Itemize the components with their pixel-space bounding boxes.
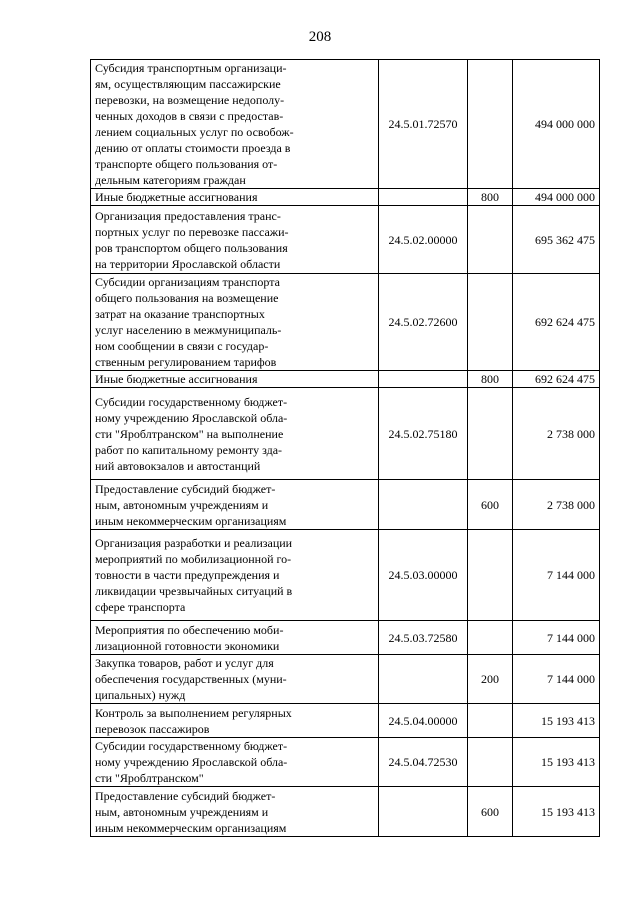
row-name-line: общего пользования на возмещение — [95, 291, 279, 305]
table-row — [91, 189, 600, 206]
row-name-line: Закупка товаров, работ и услуг для — [95, 656, 274, 670]
row-name-line: ным, автономным учреждениям и — [95, 497, 269, 512]
row-name-cell — [91, 60, 379, 189]
table-row — [91, 480, 600, 530]
row-code-cell: 24.5.03.72580 — [379, 621, 468, 655]
row-code-cell: 24.5.02.75180 — [379, 388, 468, 480]
row-type-cell: 800 — [468, 189, 513, 206]
row-type-cell: 600 — [468, 787, 513, 837]
table-row — [91, 274, 600, 371]
table-row — [91, 704, 600, 738]
row-name-cell — [91, 480, 379, 530]
row-name-line: Мероприятия по обеспечению моби- — [95, 622, 284, 637]
row-name-line: ров транспортом общего пользования — [95, 240, 288, 255]
row-amount-cell: 695 362 475 — [513, 206, 600, 274]
row-name-line: Контроль за выполнением регулярных — [95, 705, 292, 720]
row-name-cell — [91, 206, 379, 274]
table-row — [91, 388, 600, 480]
row-name-line: перевозок пассажиров — [95, 721, 210, 736]
row-amount-cell: 2 738 000 — [513, 388, 600, 480]
row-name-line: лением социальных услуг по освобож- — [95, 125, 294, 139]
row-name-cell — [91, 787, 379, 837]
row-name-cell — [91, 655, 379, 704]
row-amount-cell: 7 144 000 — [513, 530, 600, 621]
row-type-cell — [468, 704, 513, 738]
row-name-line: работ по капитальному ремонту зда- — [95, 442, 283, 457]
row-name-line: ям, осуществляющим пассажирские — [95, 77, 281, 91]
row-amount-cell: 494 000 000 — [513, 60, 600, 189]
row-name-line: иным некоммерческим организациям — [95, 513, 287, 528]
page-number: 208 — [308, 29, 332, 45]
row-type-cell — [468, 274, 513, 371]
row-amount-cell: 15 193 413 — [513, 704, 600, 738]
row-name-line: ципальных) нужд — [95, 688, 186, 702]
row-type-cell — [468, 206, 513, 274]
row-amount-cell: 2 738 000 — [513, 480, 600, 530]
row-name-line: лизационной готовности экономики — [95, 638, 280, 653]
row-code-cell: 24.5.02.00000 — [379, 206, 468, 274]
table-row — [91, 530, 600, 621]
row-name-cell — [91, 530, 379, 621]
table-row — [91, 738, 600, 787]
row-code-cell: 24.5.04.72530 — [379, 738, 468, 787]
row-name-line: ченных доходов в связи с предостав- — [95, 109, 284, 123]
row-name-line: Субсидии государственному бюджет- — [95, 739, 288, 753]
row-amount-cell: 7 144 000 — [513, 655, 600, 704]
row-amount-cell: 7 144 000 — [513, 621, 600, 655]
table-row — [91, 787, 600, 837]
row-type-cell — [468, 60, 513, 189]
table-row — [91, 60, 600, 189]
budget-table — [90, 59, 600, 837]
row-name-line: Предоставление субсидий бюджет- — [95, 481, 276, 496]
row-code-cell — [379, 787, 468, 837]
row-name-line: иным некоммерческим организациям — [95, 820, 287, 835]
row-name-line: перевозки, на возмещение недополу- — [95, 93, 285, 107]
row-name-cell — [91, 388, 379, 480]
row-name-line: сти "Яроблтранском" на выполнение — [95, 426, 284, 441]
row-name-line: Организация разработки и реализации — [95, 536, 293, 550]
row-type-cell — [468, 621, 513, 655]
row-type-cell: 600 — [468, 480, 513, 530]
row-name-line: ликвидации чрезвычайных ситуаций в — [95, 584, 293, 598]
row-name-line: услуг населению в межмуниципаль- — [95, 323, 282, 337]
row-code-cell — [379, 371, 468, 388]
row-type-cell: 200 — [468, 655, 513, 704]
row-name-line: ний автовокзалов и автостанций — [95, 458, 261, 473]
row-name-line: Субсидии государственному бюджет- — [95, 394, 288, 409]
row-code-cell: 24.5.04.00000 — [379, 704, 468, 738]
row-code-cell: 24.5.03.00000 — [379, 530, 468, 621]
row-name-line: Иные бюджетные ассигнования — [95, 372, 258, 386]
table-row — [91, 655, 600, 704]
table-row — [91, 371, 600, 388]
row-code-cell — [379, 189, 468, 206]
row-name-line: ному учреждению Ярославской обла- — [95, 755, 288, 769]
row-name-line: сфере транспорта — [95, 600, 186, 614]
row-name-line: ному учреждению Ярославской обла- — [95, 410, 288, 425]
row-name-line: Субсидия транспортным организаци- — [95, 61, 287, 75]
table-row — [91, 206, 600, 274]
row-amount-cell: 494 000 000 — [513, 189, 600, 206]
row-type-cell — [468, 388, 513, 480]
row-code-cell: 24.5.01.72570 — [379, 60, 468, 189]
row-name-line: обеспечения государственных (муни- — [95, 672, 287, 686]
row-name-line: Иные бюджетные ассигнования — [95, 190, 258, 204]
row-name-cell — [91, 621, 379, 655]
row-name-line: ственным регулированием тарифов — [95, 355, 277, 369]
row-type-cell: 800 — [468, 371, 513, 388]
row-amount-cell: 15 193 413 — [513, 738, 600, 787]
row-code-cell: 24.5.02.72600 — [379, 274, 468, 371]
row-name-line: Субсидии организациям транспорта — [95, 275, 280, 289]
row-name-line: мероприятий по мобилизационной го- — [95, 552, 292, 566]
row-name-line: на территории Ярославской области — [95, 256, 281, 271]
row-name-cell — [91, 738, 379, 787]
row-name-line: товности в части предупреждения и — [95, 568, 280, 582]
row-type-cell — [468, 738, 513, 787]
table-row — [91, 621, 600, 655]
row-name-line: транспорте общего пользования от- — [95, 157, 278, 171]
row-name-line: дению от оплаты стоимости проезда в — [95, 141, 291, 155]
row-name-line: сти "Яроблтранском" — [95, 771, 204, 785]
row-name-cell — [91, 274, 379, 371]
row-name-line: дельным категориям граждан — [95, 173, 246, 187]
row-name-line: Организация предоставления транс- — [95, 208, 281, 223]
row-amount-cell: 15 193 413 — [513, 787, 600, 837]
row-code-cell — [379, 655, 468, 704]
row-name-cell — [91, 371, 379, 388]
row-name-line: затрат на оказание транспортных — [95, 307, 265, 321]
row-amount-cell: 692 624 475 — [513, 371, 600, 388]
row-type-cell — [468, 530, 513, 621]
row-name-cell — [91, 704, 379, 738]
row-name-line: Предоставление субсидий бюджет- — [95, 788, 276, 803]
budget-table-body — [91, 60, 600, 837]
row-name-cell — [91, 189, 379, 206]
row-code-cell — [379, 480, 468, 530]
row-amount-cell: 692 624 475 — [513, 274, 600, 371]
row-name-line: портных услуг по перевозке пассажи- — [95, 224, 289, 239]
row-name-line: ном сообщении в связи с государ- — [95, 339, 269, 353]
row-name-line: ным, автономным учреждениям и — [95, 804, 269, 819]
